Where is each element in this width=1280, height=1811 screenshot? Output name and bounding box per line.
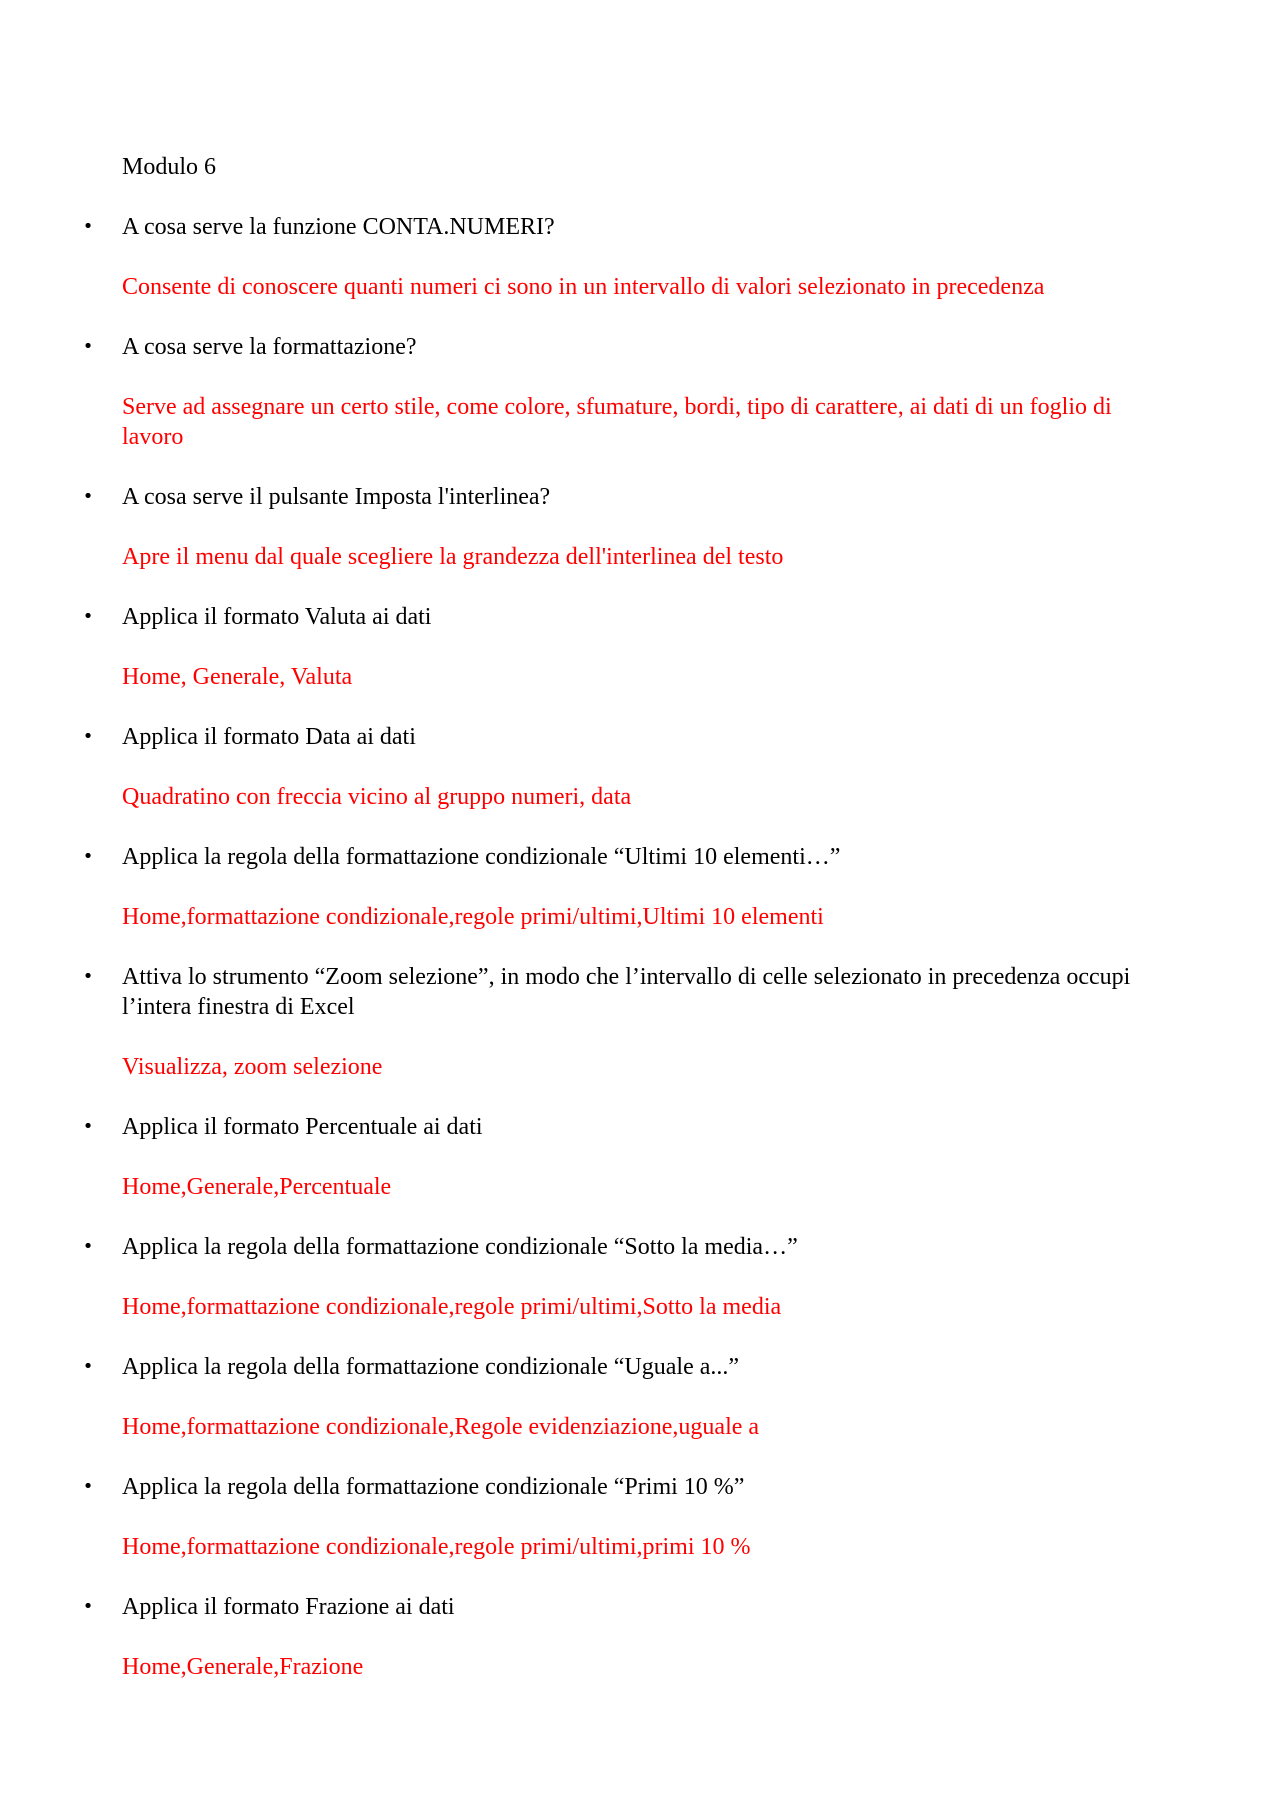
question <box>82 1592 1162 1622</box>
bullet-icon: • <box>82 336 94 357</box>
answer-text: Home,formattazione condizionale,Regole evidenziazione,uguale a <box>122 1414 760 1440</box>
answer-text: Home, Generale, Valuta <box>122 664 353 690</box>
question-text: Applica il formato Valuta ai dati <box>122 604 432 630</box>
answer-text: Consente di conoscere quanti numeri ci sono in un intervallo di valori selezionato in precedenza <box>122 274 1045 300</box>
bullet-icon: • <box>82 1236 94 1257</box>
question-text: Applica il formato Percentuale ai dati <box>122 1114 483 1140</box>
qa-item <box>82 1232 1162 1322</box>
qa-item <box>82 1592 1162 1682</box>
question-text: Applica la regola della formattazione condizionale “Sotto la media…” <box>122 1234 798 1260</box>
bullet-icon: • <box>82 966 94 987</box>
answer-text: Visualizza, zoom selezione <box>122 1054 383 1080</box>
bullet-icon: • <box>82 1356 94 1377</box>
question-text: Attiva lo strumento “Zoom selezione”, in modo che l’intervallo di celle selezionato in precedenza occupi l’intera finestra di Excel <box>122 964 1131 1020</box>
question <box>82 842 1162 872</box>
qa-item <box>82 722 1162 812</box>
answer-text: Quadratino con freccia vicino al gruppo numeri, data <box>122 784 632 810</box>
qa-item <box>82 1112 1162 1202</box>
bullet-icon: • <box>82 1116 94 1137</box>
question <box>82 1352 1162 1382</box>
question <box>82 212 1162 242</box>
bullet-icon: • <box>82 1596 94 1617</box>
qa-item <box>82 212 1162 302</box>
qa-item <box>82 602 1162 692</box>
answer-text: Home,Generale,Percentuale <box>122 1174 392 1200</box>
answer-text: Home,formattazione condizionale,regole primi/ultimi,Sotto la media <box>122 1294 782 1320</box>
document-title: Modulo 6 <box>122 154 217 180</box>
bullet-icon: • <box>82 846 94 867</box>
question <box>82 1112 1162 1142</box>
question-text: Applica la regola della formattazione condizionale “Ultimi 10 elementi…” <box>122 844 841 870</box>
question-text: A cosa serve il pulsante Imposta l'interlinea? <box>122 484 551 510</box>
qa-item <box>82 332 1162 452</box>
answer-text: Home,Generale,Frazione <box>122 1654 364 1680</box>
question-text: Applica il formato Data ai dati <box>122 724 416 750</box>
answer-text: Serve ad assegnare un certo stile, come colore, sfumature, bordi, tipo di carattere, ai dati di un foglio di lavoro <box>122 394 1112 450</box>
qa-item <box>82 842 1162 932</box>
qa-item <box>82 1352 1162 1442</box>
answer-text: Home,formattazione condizionale,regole primi/ultimi,Ultimi 10 elementi <box>122 904 824 930</box>
question <box>82 332 1162 362</box>
question-text: A cosa serve la funzione CONTA.NUMERI? <box>122 214 555 240</box>
question <box>82 602 1162 632</box>
question <box>82 962 1162 1022</box>
bullet-icon: • <box>82 486 94 507</box>
qa-item <box>82 962 1162 1082</box>
qa-item <box>82 482 1162 572</box>
bullet-icon: • <box>82 1476 94 1497</box>
answer-text: Apre il menu dal quale scegliere la grandezza dell'interlinea del testo <box>122 544 784 570</box>
question <box>82 722 1162 752</box>
question-text: Applica la regola della formattazione condizionale “Primi 10 %” <box>122 1474 745 1500</box>
bullet-icon: • <box>82 606 94 627</box>
bullet-icon: • <box>82 726 94 747</box>
qa-item <box>82 1472 1162 1562</box>
question <box>82 1232 1162 1262</box>
question-text: Applica la regola della formattazione condizionale “Uguale a...” <box>122 1354 740 1380</box>
question <box>82 482 1162 512</box>
question-text: A cosa serve la formattazione? <box>122 334 417 360</box>
bullet-icon: • <box>82 216 94 237</box>
answer-text: Home,formattazione condizionale,regole primi/ultimi,primi 10 % <box>122 1534 751 1560</box>
question-text: Applica il formato Frazione ai dati <box>122 1594 455 1620</box>
question <box>82 1472 1162 1502</box>
